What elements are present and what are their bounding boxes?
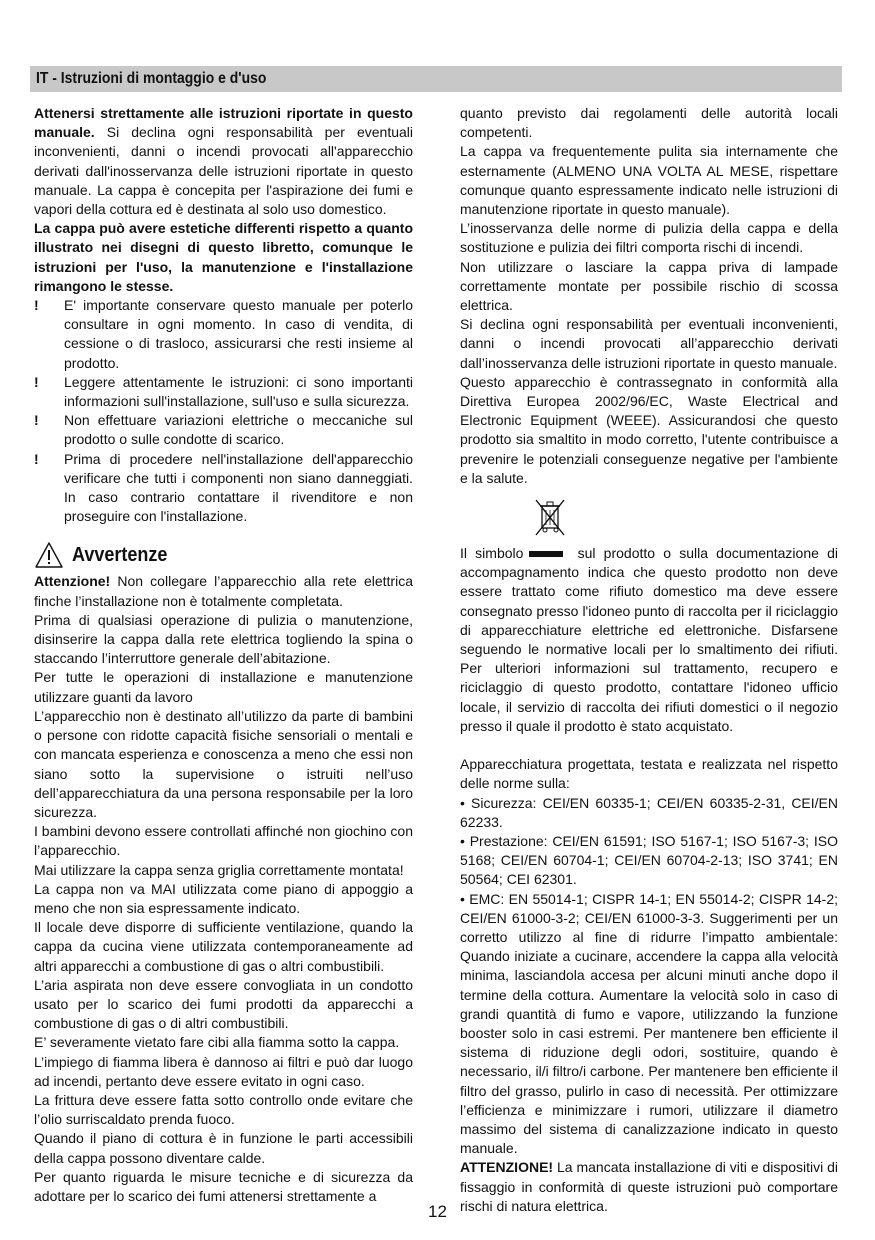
crossed-bin-icon [532,498,568,538]
bullet-text: E' importante conservare questo manuale per poterlo consultare in ogni momento. In caso di vendita, di cessione o di trasloco, assicurarsi che resti insieme al prodotto. [64,297,413,371]
intro-bold: Attenersi strettamente alle istruzioni riportate in questo manuale. [34,105,413,141]
intro-rest: Si declina ogni responsabilità per eventuali inconvenienti, danni o incendi provocati all'apparecchio derivati dall'inosservanza delle istruzioni riportate in questo manuale. La cappa è concepita per l'aspirazione dei fumi e vapori della cottura ed è destinata al solo uso domestico. [34,124,413,218]
exclamation-mark: ! [34,412,39,429]
standard-item: • Prestazione: CEI/EN 61591; ISO 5167-1; ISO 5167-3; ISO 5168; CEI/EN 60704-1; CEI/EN 60704-2-13; ISO 3741; EN 50564; CEI 62301. [460,832,838,888]
bullet-text: Non effettuare variazioni elettriche o meccaniche sul prodotto o sulle condotte di scarico. [64,412,413,448]
exclamation-mark: ! [34,297,39,314]
weee-symbol-area [460,498,838,544]
weee-bar-symbol [529,551,563,557]
paragraph: L’impiego di fiamma libera è dannoso ai filtri e può dar luogo ad incendi, pertanto deve essere evitato in ogni caso. [34,1053,413,1089]
bullet-item [34,296,413,373]
paragraph: La cappa non va MAI utilizzata come piano di appoggio a meno che non sia espressamente indicato. [34,880,413,916]
attention-text: Non collegare l’apparecchio alla rete elettrica finche l’installazione non è totalmente completata. [34,573,413,609]
paragraph: Per quanto riguarda le misure tecniche e di sicurezza da adottare per lo scarico dei fumi attenersi strettamente a [34,1168,413,1204]
bullet-item [34,373,413,411]
paragraph: quanto previsto dai regolamenti delle autorità locali competenti. [460,105,838,141]
bullet-item [34,450,413,527]
spacer [460,736,838,755]
paragraph: Si declina ogni responsabilità per eventuali inconvenienti, danni o incendi provocati all’apparecchio derivati dall’inosservanza delle istruzioni riportate in questo manuale. [460,316,838,371]
weee-prefix: Il simbolo [460,545,524,562]
left-column [34,104,413,1206]
warning-triangle-icon [34,541,64,569]
warning-title: Avvertenze [72,543,168,566]
paragraph: Quando il piano di cottura è in funzione le parti accessibili della cappa possono diventare calde. [34,1130,413,1166]
paragraph: Per tutte le operazioni di installazione e manutenzione utilizzare guanti da lavoro [34,669,413,705]
standard-item: • Sicurezza: CEI/EN 60335-1; CEI/EN 60335-2-31, CEI/EN 62233. [460,794,838,830]
exclamation-mark: ! [34,450,39,467]
paragraph: Mai utilizzare la cappa senza griglia correttamente montata! [34,861,404,878]
paragraph: L’apparecchio non è destinato all’utilizzo da parte di bambini o persone con ridotte capacità fisiche sensoriali o mentali e con mancata esperienza e conoscenza a meno che essi non siano sotto la supervisione o istruiti nell’uso dell’apparecchiatura da una persona responsabile per la loro sicurezza. [34,707,413,820]
exclamation-mark: ! [34,373,39,390]
paragraph: L’inosservanza delle norme di pulizia della cappa e della sostituzione e pulizia dei filtri comporta rischi di incendi. [460,220,838,256]
weee-paragraph [460,544,838,736]
paragraph: Il locale deve disporre di sufficiente ventilazione, quando la cappa da cucina viene utilizzata contemporaneamente ad altri apparecchi a combustione di gas o altri combustibili. [34,919,413,974]
page-number: 12 [428,1202,447,1221]
paragraph: E’ severamente vietato fare cibi alla fiamma sotto la cappa. [34,1034,400,1051]
bullet-text: Prima di procedere nell'installazione dell'apparecchio verificare che tutti i componenti non siano danneggiati. In caso contrario contattare il rivenditore e non proseguire con l'installazione. [64,450,413,525]
attention-paragraph [34,572,413,610]
weee-text: sul prodotto o sulla documentazione di accompagnamento indica che questo prodotto non deve essere trattato come rifiuto domestico ma deve essere consegnato presso l'idoneo punto di raccolta per il riciclaggio di apparecchiature elettriche ed elettroniche. Disfarsene seguendo le normative locali per lo smaltimento dei rifiuti. Per ulteriori informazioni sul trattamento, recupero e riciclaggio di questo prodotto, contattare l'idoneo ufficio locale, il servizio di raccolta dei rifiuti domestici o il negozio presso il quale il prodotto è stato acquistato. [460,545,838,734]
paragraph: La cappa va frequentemente pulita sia internamente che esternamente (ALMENO UNA VOLTA AL MESE, rispettare comunque quanto espressamente indicato nelle istruzioni di manutenzione riportate in questo manuale). [460,143,838,218]
paragraph: L’aria aspirata non deve essere convogliata in un condotto usato per lo scarico dei fumi prodotti da apparecchi a combustione di gas o di altri combustibili. [34,976,413,1032]
final-text: La mancata installazione di viti e dispositivi di fissaggio in conformità di queste istruzioni può comportare rischi di natura elettrica. [460,1159,838,1214]
section-header [30,66,842,92]
intro-paragraph [34,104,413,219]
standard-item: • EMC: EN 55014-1; CISPR 14-1; EN 55014-2; CISPR 14-2; CEI/EN 61000-3-2; CEI/EN 61000-3-3. Suggerimenti per un corretto utilizzo al fine di ridurre l’impatto ambientale: Quando iniziate a cucinare, accendere la cappa alla velocità minima, lasciandola accesa per alcuni minuti anche dopo il termine della cottura. Aumentare la velocità solo in caso di grandi quantità di fumo e vapore, utilizzando la funzione booster solo in casi estremi. Per mantenere ben efficiente il sistema di riduzione degli odori, sostituire, quando è necessario, il/i filtro/i carbone. Per mantenere ben efficiente il filtro del grasso, pulirlo in caso di necessità. Per ottimizzare l’efficienza e minimizzare i rumori, utilizzare il diametro massimo del sistema di canalizzazione indicato in questo manuale. [460,890,838,1157]
paragraph: Non utilizzare o lasciare la cappa priva di lampade correttamente montate per possibile rischio di scossa elettrica. [460,258,838,314]
paragraph: La frittura deve essere fatta sotto controllo onde evitare che l’olio surriscaldato prenda fuoco. [34,1091,413,1128]
attention-label: Attenzione! [34,573,111,590]
standards-intro: Apparecchiatura progettata, testata e realizzata nel rispetto delle norme sulla: [460,756,838,792]
bullet-text: Leggere attentamente le istruzioni: ci sono importanti informazioni sull'installazione, sull'uso e sulla sicurezza. [64,373,413,410]
right-column [460,104,838,1216]
section-title: IT - Istruzioni di montaggio e d'uso [36,70,267,87]
warning-heading [34,540,413,570]
design-note: La cappa può avere estetiche differenti rispetto a quanto illustrato nei disegni di questo libretto, comunque le istruzioni per l'uso, la manutenzione e l'installazione rimangono le stesse. [34,220,413,294]
paragraph: I bambini devono essere controllati affinché non giochino con l’apparecchio. [34,823,413,859]
paragraph: Questo apparecchio è contrassegnato in conformità alla Direttiva Europea 2002/96/EC, Waste Electrical and Electronic Equipment (WEEE). Assicurandosi che questo prodotto sia smaltito in modo corretto, l'utente contribuisce a prevenire le potenziali conseguenze negative per l'ambiente e la salute. [460,373,838,486]
paragraph: Prima di qualsiasi operazione di pulizia o manutenzione, disinserire la cappa dalla rete elettrica togliendo la spina o staccando l’interruttore generale dell’abitazione. [34,611,413,667]
bullet-item [34,411,413,449]
final-label: ATTENZIONE! [460,1159,554,1176]
